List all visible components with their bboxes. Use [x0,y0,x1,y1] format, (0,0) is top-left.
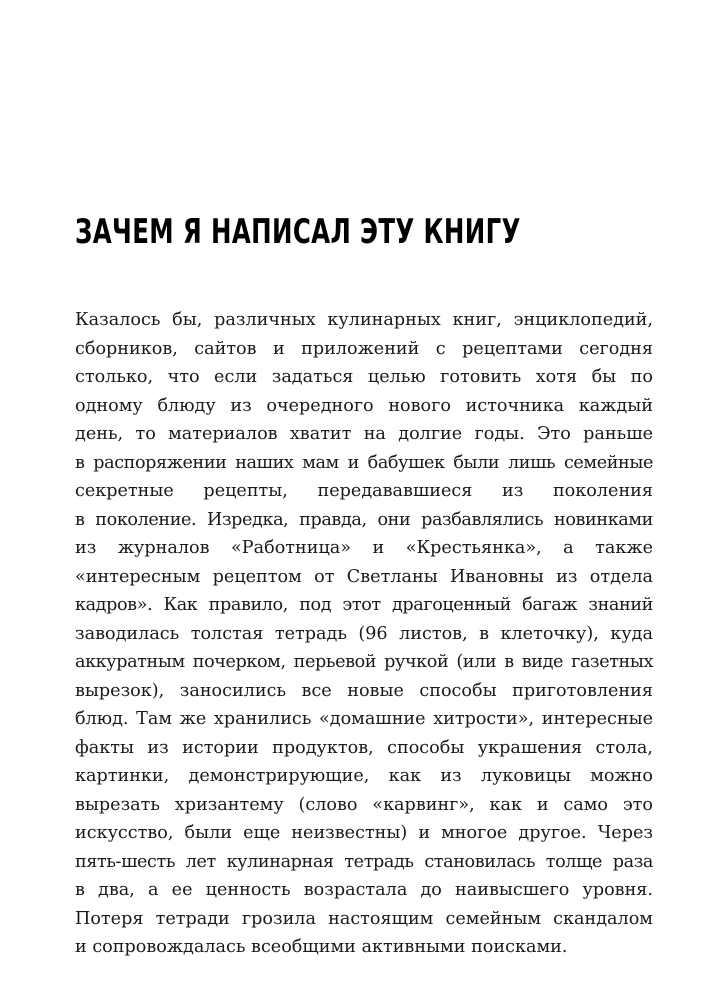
text-line: блюд. Там же хранились «домашние хитрости», интересные [75,709,653,729]
text-line: Потеря тетради грозила настоящим семейным скандалом [75,908,653,929]
text-line: и сопровождалась всеобщими активными поисками. [75,937,568,957]
text-line: «интересным рецептом от Светланы Ивановны из отдела [75,566,653,587]
text-line: в два, а ее ценность возрастала до наивысшего уровня. [75,880,653,900]
text-line: заводилась толстая тетрадь (96 листов, в клеточку), куда [75,623,653,644]
text-line: в распоряжении наших мам и бабушек были лишь семейные [75,452,653,473]
text-line: аккуратным почерком, перьевой ручкой (или в виде газетных [75,652,653,672]
text-line: вырезать хризантему (слово «карвинг», как и само это [75,794,653,815]
text-line: одному блюду из очередного нового источника каждый [75,395,653,416]
text-line: столько, что если задаться целью готовить хотя бы по [75,367,653,387]
text-line: факты из истории продуктов, способы украшения стола, [75,737,653,758]
body-paragraph [75,306,653,962]
text-line: картинки, демонстрирующие, как из луковицы можно [75,766,653,786]
text-line: в поколение. Изредка, правда, они разбавлялись новинками [75,509,653,530]
text-line: искусство, были еще неизвестны) и многое другое. Через [75,823,653,843]
text-line: секретные рецепты, передававшиеся из поколения [75,481,653,501]
text-line: день, то материалов хватит на долгие годы. Это раньше [75,424,653,444]
text-line: пять-шесть лет кулинарная тетрадь становилась толще раза [75,851,653,872]
text-line: вырезок), заносились все новые способы приготовления [75,680,653,701]
text-line: сборников, сайтов и приложений с рецептами сегодня [75,338,653,359]
text-line: Казалось бы, различных кулинарных книг, энциклопедий, [75,310,653,330]
text-line: кадров». Как правило, под этот драгоценный багаж знаний [75,595,653,615]
chapter-title: ЗАЧЕМ Я НАПИСАЛ ЭТУ КНИГУ [75,212,521,252]
text-line: из журналов «Работница» и «Крестьянка», а также [75,538,653,558]
